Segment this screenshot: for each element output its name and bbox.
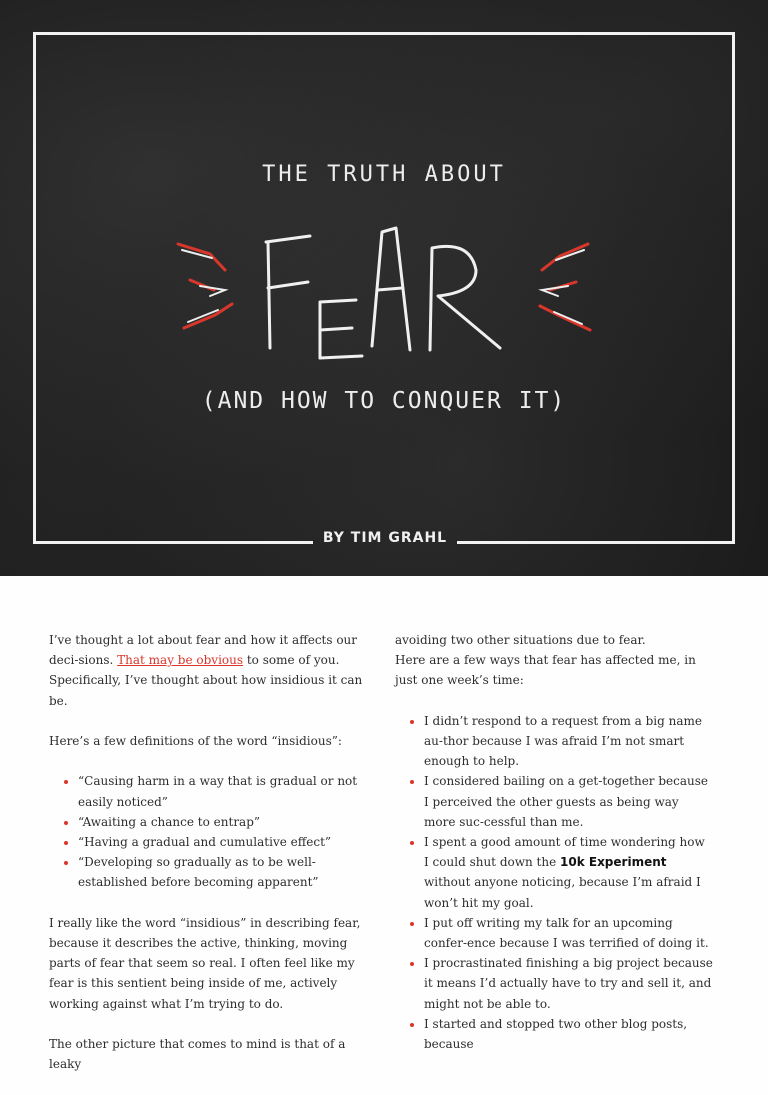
list-item: • “Awaiting a chance to entrap”	[78, 812, 367, 832]
item-text-end: without anyone noticing, because I’m afraid I won’t hit my goal.	[424, 875, 701, 910]
frame-border-bottom-right	[457, 541, 735, 544]
insidious-paragraph: I really like the word “insidious” in describing fear, because it describes the active, thinking, moving parts of fear that seem so real. I often feel like my fear is this sentient being inside of me, actively working against what I’m trying to do.	[49, 915, 361, 1011]
experiment-name: 10k Experiment	[560, 855, 667, 870]
intro-text-start: I’ve thought a lot about fear and how it affects our deci-sions.	[49, 633, 358, 668]
frame-border-left	[33, 32, 36, 544]
fear-effects-list	[395, 711, 713, 1054]
definitions-intro: Here’s a few definitions of the word “insidious”:	[49, 734, 342, 748]
list-item: • I didn’t respond to a request from a big name au-thor because I was afraid I’m not smart enough to help.	[424, 711, 713, 772]
white-scratch-right-icon	[542, 250, 584, 324]
hero-subtitle: (AND HOW TO CONQUER IT)	[201, 388, 567, 414]
frame-border-bottom-left	[33, 541, 313, 544]
list-item: • “Causing harm in a way that is gradual or not easily noticed”	[78, 771, 367, 811]
frame-border-top	[33, 32, 735, 35]
hero-kicker: THE TRUTH ABOUT	[262, 162, 506, 187]
obvious-link[interactable]: That may be obvious	[117, 653, 244, 668]
frame-border-right	[732, 32, 735, 544]
article-right-column	[395, 630, 713, 1074]
fear-title-art	[170, 210, 600, 370]
leaky-paragraph: The other picture that comes to mind is that of a leaky	[49, 1037, 346, 1072]
list-item: • “Having a gradual and cumulative effect”	[78, 832, 367, 852]
avoiding-paragraph: avoiding two other situations due to fear.	[395, 633, 646, 647]
list-item	[424, 832, 713, 913]
definitions-list	[49, 771, 367, 892]
item-text-start: I spent a good amount of time wondering how I could shut down the	[424, 835, 705, 870]
fear-letters-icon	[266, 228, 500, 358]
list-item: • I considered bailing on a get-together because I perceived the other guests as being way more suc-cessful than me.	[424, 771, 713, 832]
list-item: • I procrastinated finishing a big project because it means I’d actually have to try and sell it, and might not be able to.	[424, 953, 713, 1014]
intro-text-end: to some of you. Specifically, I’ve thought about how insidious it can be.	[49, 653, 363, 708]
list-item: • “Developing so gradually as to be well-established before becoming apparent”	[78, 852, 367, 892]
ways-intro-paragraph: Here are a few ways that fear has affected me, in just one week’s time:	[395, 653, 696, 688]
list-item: • I started and stopped two other blog posts, because	[424, 1014, 713, 1054]
intro-paragraph	[49, 630, 367, 711]
article-left-column	[49, 630, 367, 1095]
list-item: • I put off writing my talk for an upcoming confer-ence because I was terrified of doing it.	[424, 913, 713, 953]
author-byline: BY TIM GRAHL	[322, 530, 448, 546]
